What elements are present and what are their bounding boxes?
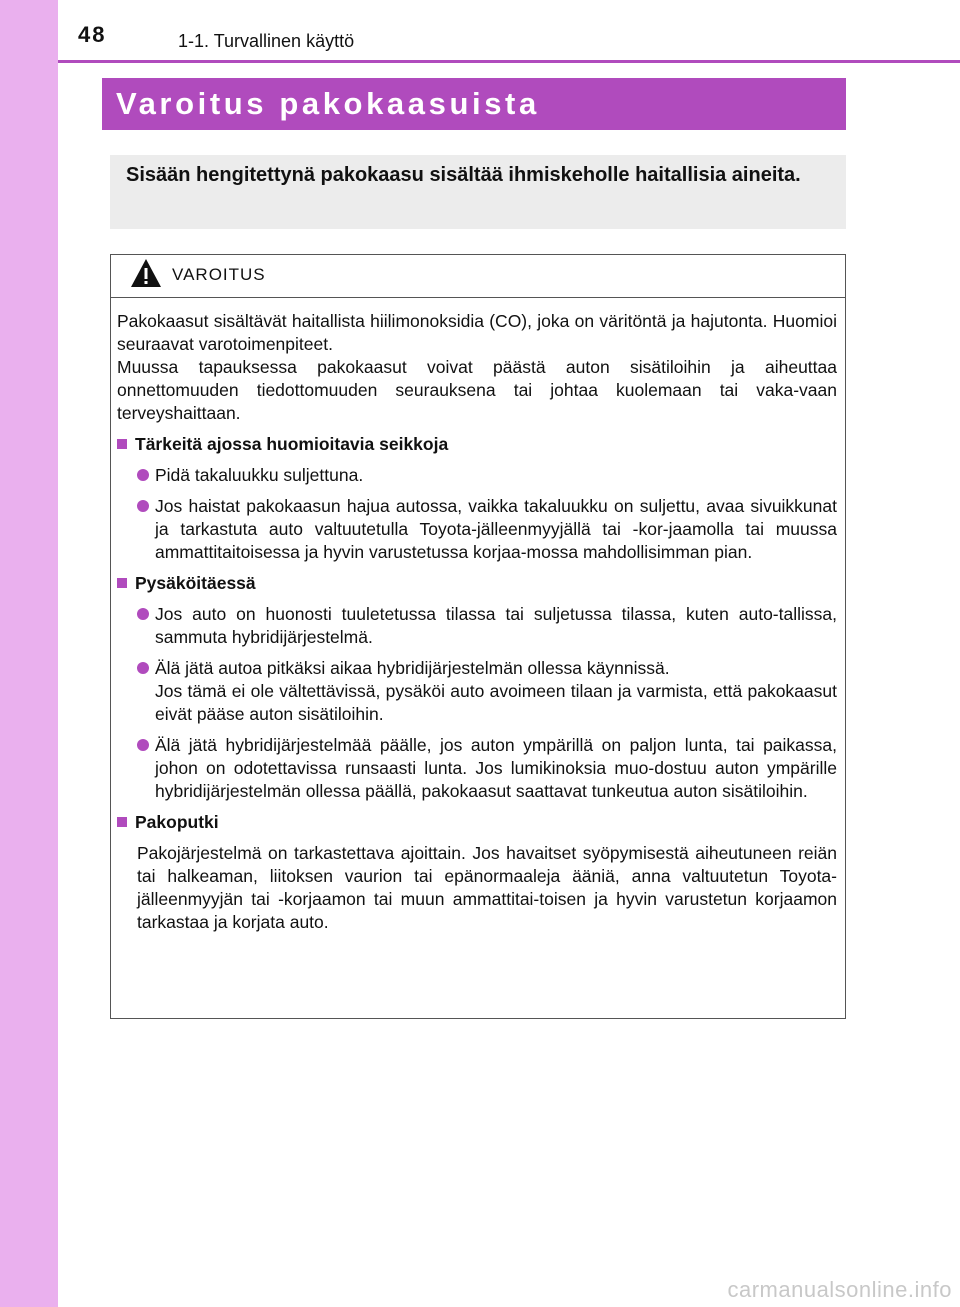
warning-body <box>111 298 845 934</box>
warning-label: VAROITUS <box>172 265 266 284</box>
list-item: Älä jätä hybridijärjestelmää päälle, jos auton ympärillä on paljon lunta, tai paikassa, johon on odotettavissa runsaasti lunta. Jos lumikinoksia muo-dostuu auton ympärille hybridijärjestelmän ollessa päällä, pakokaasut saattavat tunkeutua auton sisätiloihin. <box>137 734 837 803</box>
header-divider <box>58 60 960 63</box>
section-text: Pakojärjestelmä on tarkastettava ajoittain. Jos havaitset syöpymisestä aiheutuneen reiän tai halkeaman, liitoksen vaurion tai epänormaaleja ääniä, anna valtuutetun Toyota-jälleenmyyjän tai -korjaamon tai muun ammattitai-toisen ja hyvin varustetun korjaamon tarkastaa ja korjata auto. <box>137 843 837 932</box>
warning-box <box>110 254 846 1019</box>
warning-header <box>111 255 845 298</box>
square-bullet-icon <box>117 578 127 588</box>
page-number: 48 <box>78 22 107 47</box>
warning-triangle-icon <box>130 258 162 288</box>
page-title: Varoitus pakokaasuista <box>116 86 540 121</box>
section-heading: Tärkeitä ajossa huomioitavia seikkoja <box>117 433 837 456</box>
dot-bullet-icon <box>137 500 149 512</box>
bullet-line: Älä jätä autoa pitkäksi aikaa hybridijärjestelmän ollessa käynnissä. <box>155 658 670 678</box>
section-heading: Pysäköitäessä <box>117 572 837 595</box>
list-item: Jos auto on huonosti tuuletetussa tilassa tai suljetussa tilassa, kuten auto-tallissa, sammuta hybridijärjestelmä. <box>137 603 837 649</box>
dot-bullet-icon <box>137 739 149 751</box>
dot-bullet-icon <box>137 469 149 481</box>
bullet-continuation: Jos tämä ei ole vältettävissä, pysäköi auto avoimeen tilaan ja varmista, että pakokaasut eivät pääse auton sisätiloihin. <box>155 681 837 724</box>
list-item: Pidä takaluukku suljettuna. <box>137 464 837 487</box>
dot-bullet-icon <box>137 662 149 674</box>
side-color-strip <box>0 0 58 1307</box>
square-bullet-icon <box>117 817 127 827</box>
dot-bullet-icon <box>137 608 149 620</box>
square-bullet-icon <box>117 439 127 449</box>
warning-intro-1: Pakokaasut sisältävät haitallista hiilimonoksidia (CO), joka on väritöntä ja hajutonta. Huomioi seuraavat varotoimenpiteet. <box>117 311 837 354</box>
section-label: 1-1. Turvallinen käyttö <box>178 31 355 51</box>
section-heading: Pakoputki <box>117 811 837 834</box>
title-bar <box>102 78 846 130</box>
warning-intro-2: Muussa tapauksessa pakokaasut voivat päästä auton sisätiloihin ja aiheuttaa onnettomuuden tiedottomuuden seurauksena tai johtaa kuolemaan tai vaka-vaan terveyshaittaan. <box>117 357 837 423</box>
watermark: carmanualsonline.info <box>727 1277 952 1302</box>
list-item <box>137 657 837 726</box>
list-item: Jos haistat pakokaasun hajua autossa, vaikka takaluukku on suljettu, avaa sivuikkunat ja tarkastuta auto valtuutetulla Toyota-jälleenmyyjällä tai -kor-jaamolla tai muussa ammattitaitoisessa ja hyvin varustetussa korjaa-mossa mahdollisimman pian. <box>137 495 837 564</box>
summary-box: Sisään hengitettynä pakokaasu sisältää ihmiskeholle haitallisia aineita. <box>110 155 846 229</box>
